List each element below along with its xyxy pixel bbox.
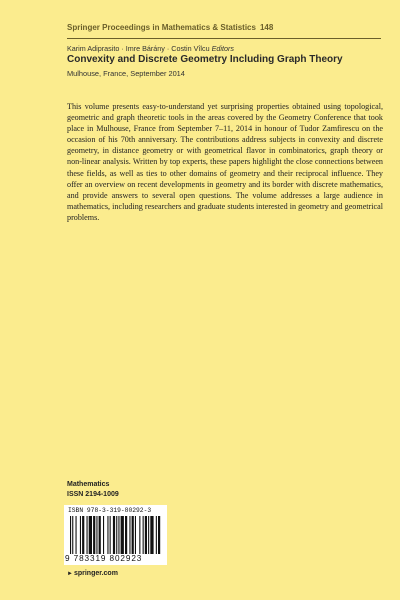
barcode [64, 505, 167, 565]
editor-names: Karim Adiprasito · Imre Bárány · Costin Vîlcu [67, 44, 210, 53]
header-rule [67, 38, 381, 39]
book-subtitle: Mulhouse, France, September 2014 [67, 69, 185, 78]
barcode-bars [68, 516, 163, 554]
editors-line [67, 44, 234, 53]
isbn-label: ISBN 978-3-319-80292-3 [68, 507, 152, 514]
editors-role: Editors [211, 44, 234, 53]
url-text: springer.com [73, 570, 118, 577]
series-volume: 148 [259, 23, 274, 32]
publisher-url[interactable] [67, 570, 118, 577]
series-line [67, 23, 273, 32]
arrow-icon: ► [67, 571, 73, 577]
description-text: This volume presents easy-to-understand yet surprising properties obtained using topological, geometric and graph theoretic tools in the areas covered by the Geometry Conference that took place in Mulhouse, France from September 7–11, 2014 in honour of Tudor Zamfirescu on the occasion of his 70th anniversary. The contributions address subjects in convexity and discrete geometry, in distance geometry or with geometrical flavor in combinatorics, graph theory or non-linear analysis. Written by top experts, these papers highlight the close connections between these fields, as well as ties to other domains of geometry and their reciprocal influence. They offer an overview on recent developments in geometry and its border with discrete mathematics, and provide answers to several open questions. The volume addresses a large audience in mathematics, including researchers and graduate students interested in geometry and geometrical problems. [67, 102, 383, 222]
subject-label: Mathematics [67, 481, 110, 488]
ean-digits: 9 783319 802923 [65, 554, 143, 563]
issn-label: ISSN 2194-1009 [67, 491, 119, 498]
series-name: Springer Proceedings in Mathematics & Statistics [67, 23, 256, 32]
book-title: Convexity and Discrete Geometry Including Graph Theory [67, 54, 343, 65]
